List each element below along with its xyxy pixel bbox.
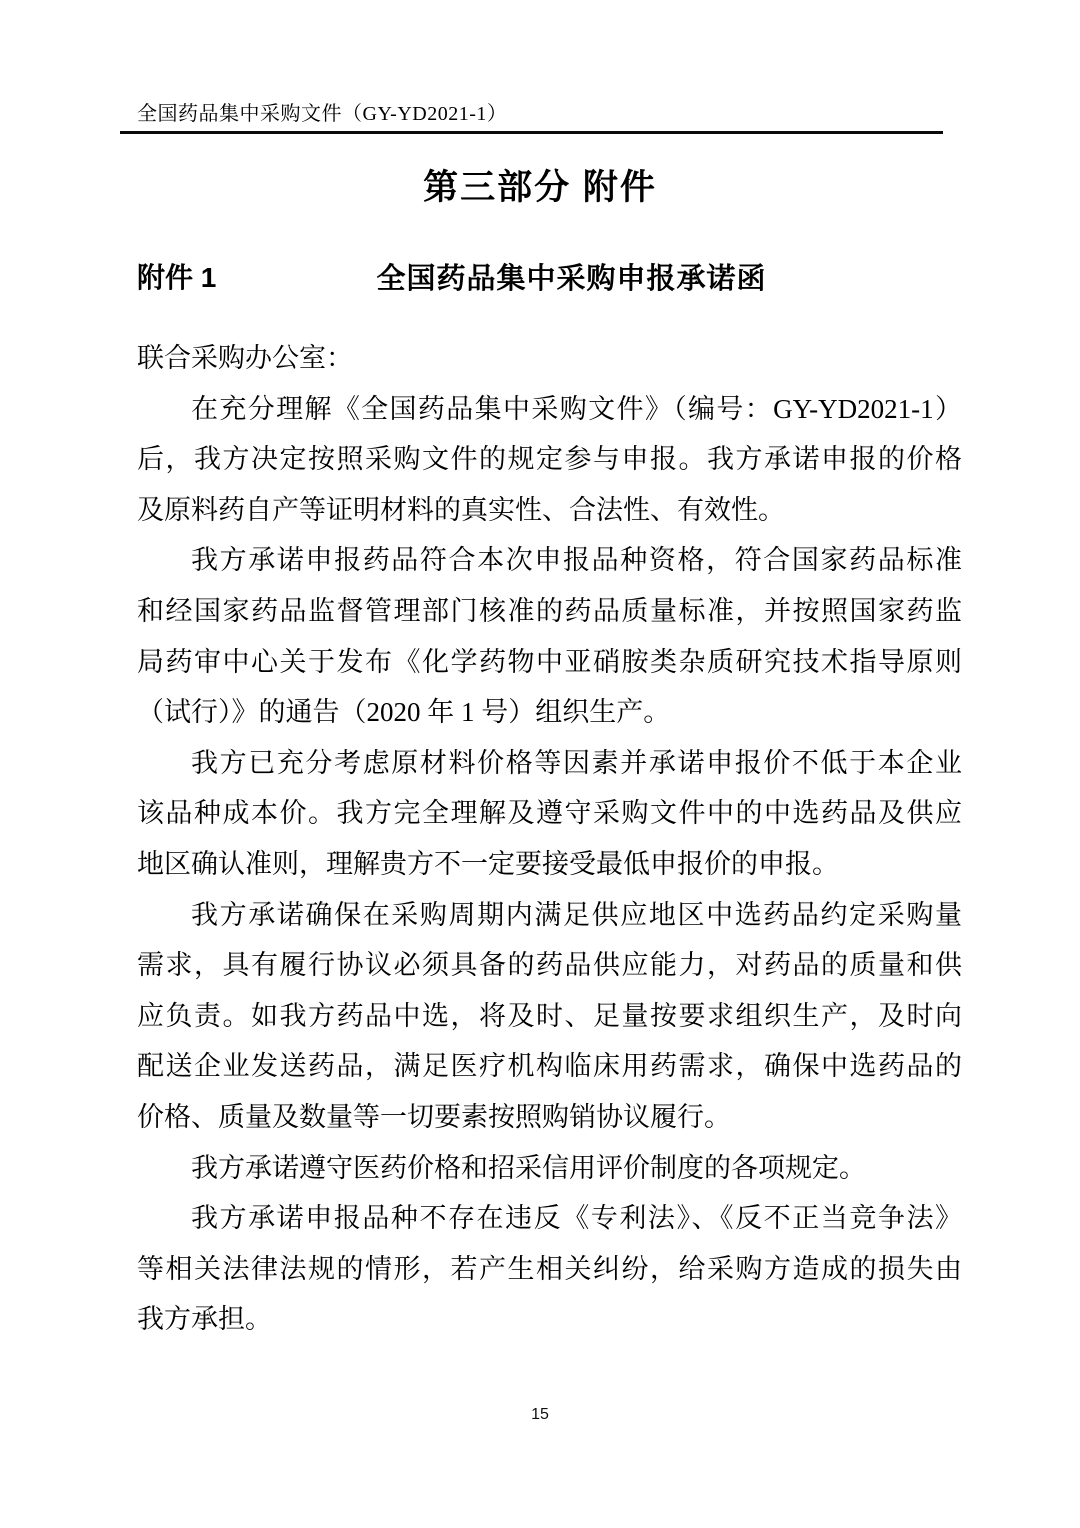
text-line: 地区确认准则，理解贵方不一定要接受最低申报价的申报。 xyxy=(137,848,839,879)
text-line: 我方承诺申报药品符合本次申报品种资格，符合国家药品标准 xyxy=(191,545,962,576)
text-line: 及原料药自产等证明材料的真实性、合法性、有效性。 xyxy=(137,494,785,525)
text-line: 局药审中心关于发布《化学药物中亚硝胺类杂质研究技术指导原则 xyxy=(137,646,962,677)
attachment-title: 全国药品集中采购申报承诺函 xyxy=(376,263,767,295)
text-line: 我方承诺申报品种不存在违反《专利法》、《反不正当竞争法》 xyxy=(191,1203,962,1234)
text-line: 我方已充分考虑原材料价格等因素并承诺申报价不低于本企业 xyxy=(191,747,962,778)
text-line: （试行）》的通告（2020 年 1 号）组织生产。 xyxy=(137,697,671,728)
body-text xyxy=(137,333,962,1345)
text-line: 我方承诺遵守医药价格和招采信用评价制度的各项规定。 xyxy=(191,1152,866,1183)
text-line: 需求，具有履行协议必须具备的药品供应能力，对药品的质量和供 xyxy=(137,950,962,981)
text-line: 该品种成本价。我方完全理解及遵守采购文件中的中选药品及供应 xyxy=(137,798,962,829)
text-line: 应负责。如我方药品中选，将及时、足量按要求组织生产，及时向 xyxy=(137,1000,962,1031)
text-line: 我方承担。 xyxy=(137,1304,272,1335)
header-divider xyxy=(120,131,943,134)
text-line: 等相关法律法规的情形，若产生相关纠纷，给采购方造成的损失由 xyxy=(137,1253,962,1284)
section-title: 第三部分 附件 xyxy=(423,168,657,207)
text-line: 联合采购办公室： xyxy=(137,343,353,373)
text-line: 配送企业发送药品，满足医疗机构临床用药需求，确保中选药品的 xyxy=(137,1051,962,1082)
attachment-label: 附件 1 xyxy=(137,262,217,293)
text-line: 后，我方决定按照采购文件的规定参与申报。我方承诺申报的价格 xyxy=(137,444,962,475)
page-number: 15 xyxy=(531,1406,549,1423)
text-line: 价格、质量及数量等一切要素按照购销协议履行。 xyxy=(137,1101,731,1132)
text-line: 我方承诺确保在采购周期内满足供应地区中选药品约定采购量 xyxy=(191,899,962,930)
attachment-heading-row xyxy=(137,256,962,296)
document-header: 全国药品集中采购文件（GY-YD2021-1） xyxy=(137,103,508,125)
text-line: 和经国家药品监督管理部门核准的药品质量标准，并按照国家药监 xyxy=(137,595,962,626)
text-line: 在充分理解《全国药品集中采购文件》（编号：GY-YD2021-1） xyxy=(191,393,962,424)
